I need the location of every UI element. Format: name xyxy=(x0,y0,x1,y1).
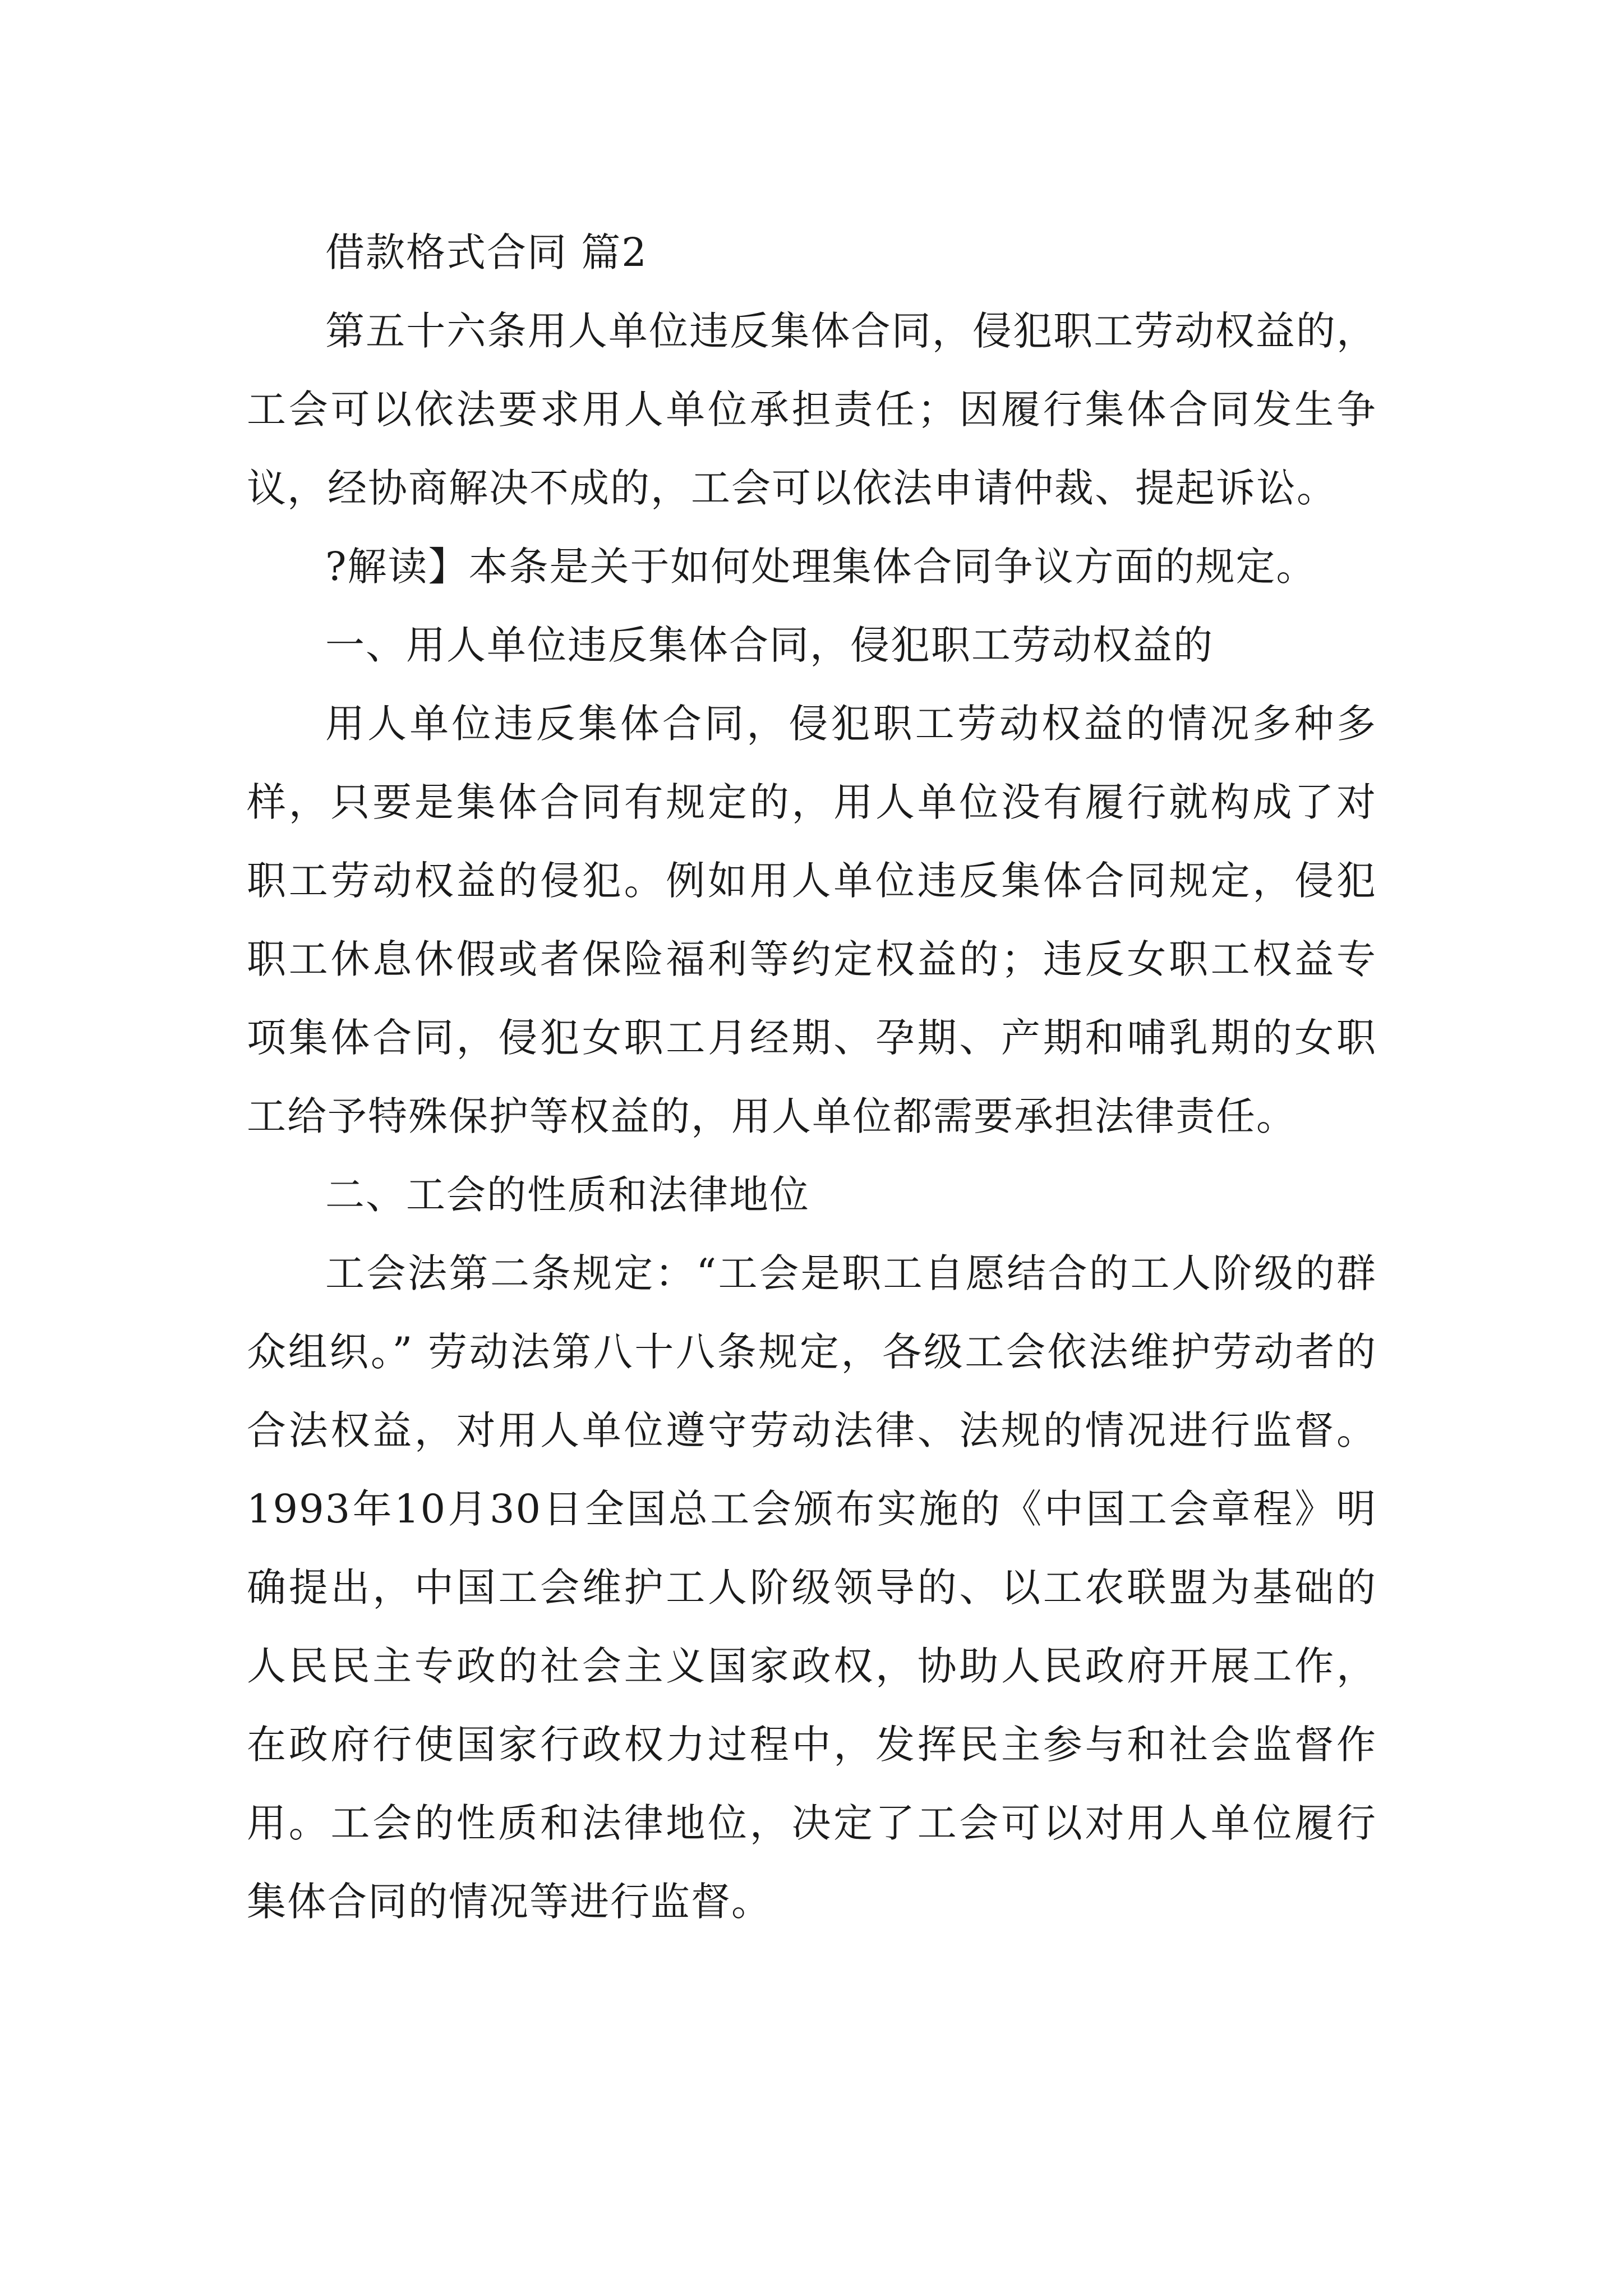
document-page xyxy=(247,213,1377,1941)
section-heading-1: 一、用人单位违反集体合同，侵犯职工劳动权益的 xyxy=(325,622,1214,668)
article-paragraph: 第五十六条用人单位违反集体合同，侵犯职工劳动权益的，工会可以依法要求用人单位承担责任；因履行集体合同发生争议，经协商解决不成的，工会可以依法申请仲裁、提起诉讼。 xyxy=(247,308,1377,511)
section-heading-2: 二、工会的性质和法律地位 xyxy=(325,1172,810,1218)
section-2-paragraph: 工会法第二条规定：“工会是职工自愿结合的工人阶级的群众组织。” 劳动法第八十八条规定，各级工会依法维护劳动者的合法权益，对用人单位遵守劳动法律、法规的情况进行监督。1993年10月30日全国总工会颁布实施的《中国工会章程》明确提出，中国工会维护工人阶级领导的、以工农联盟为基础的人民民主专政的社会主义国家政权，协助人民政府开展工作，在政府行使国家行政权力过程中，发挥民主参与和社会监督作用。工会的性质和法律地位，决定了工会可以对用人单位履行集体合同的情况等进行监督。 xyxy=(247,1250,1377,1925)
section-1-paragraph: 用人单位违反集体合同，侵犯职工劳动权益的情况多种多样，只要是集体合同有规定的，用人单位没有履行就构成了对职工劳动权益的侵犯。例如用人单位违反集体合同规定，侵犯职工休息休假或者保险福利等约定权益的；违反女职工权益专项集体合同，侵犯女职工月经期、孕期、产期和哺乳期的女职工给予特殊保护等权益的，用人单位都需要承担法律责任。 xyxy=(247,701,1377,1139)
interpretation-line: ?解读】本条是关于如何处理集体合同争议方面的规定。 xyxy=(325,544,1317,590)
document-title: 借款格式合同 篇2 xyxy=(325,229,648,275)
